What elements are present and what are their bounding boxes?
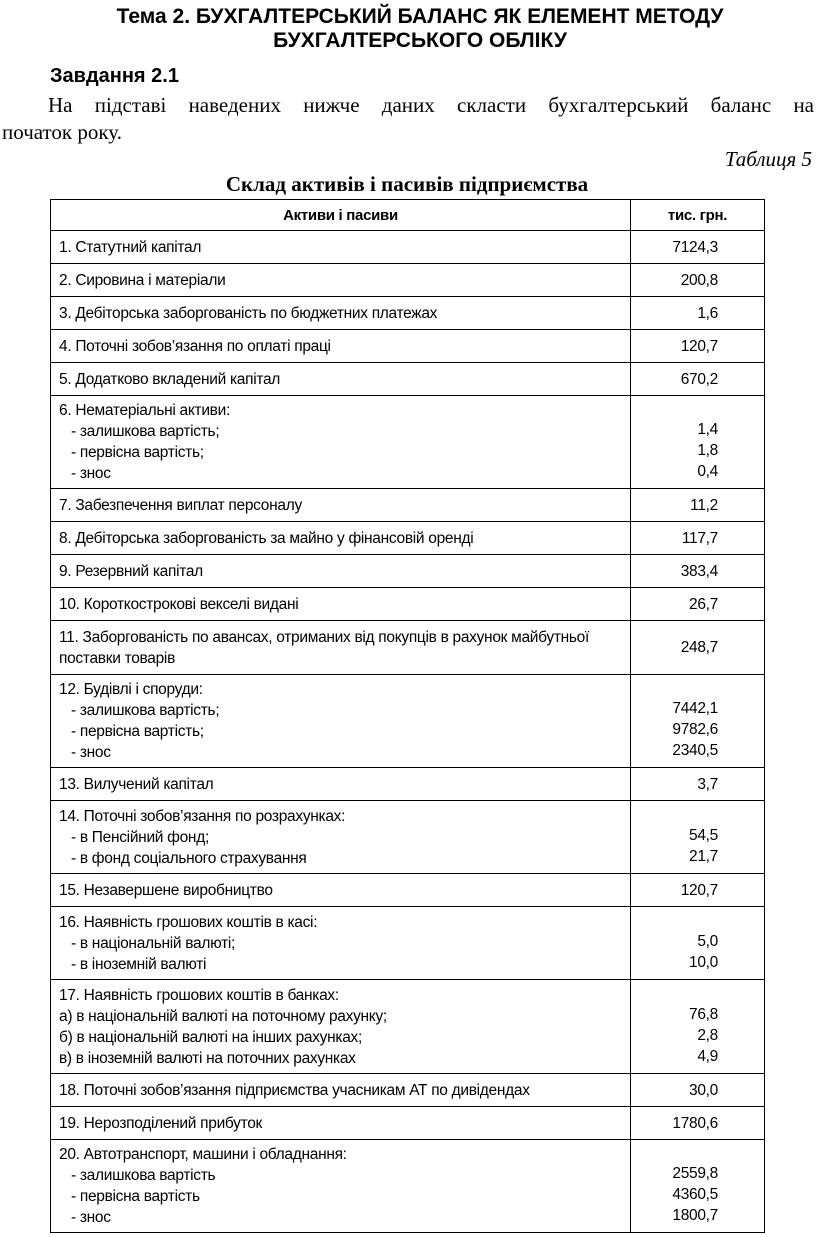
row-item-value (631, 1140, 765, 1233)
row-item-name (51, 1107, 631, 1140)
table-row (51, 297, 765, 330)
row-item-title: 13. Вилучений капітал (59, 775, 214, 793)
row-item-title: 1. Статутний капітал (59, 238, 202, 256)
row-item-title: 10. Короткострокові векселі видані (59, 595, 299, 613)
row-item-title: 14. Поточні зобов’язання по розрахунках: (59, 807, 346, 825)
table-body (51, 231, 765, 1233)
row-item-value (631, 801, 765, 874)
row-item-name (51, 1140, 631, 1233)
row-value-text: 200,8 (680, 271, 718, 289)
row-item-title: 15. Незавершене виробництво (59, 881, 273, 899)
row-item-subline: б) в національній валюті на інших рахунках; (59, 1028, 362, 1046)
row-item-title: 6. Нематеріальні активи: (59, 402, 230, 419)
table-row (51, 231, 765, 264)
row-value-text: 1,6 (697, 304, 718, 322)
row-item-value (631, 231, 765, 264)
table-row (51, 907, 765, 980)
row-item-value (631, 489, 765, 522)
row-item-subline: - знос (71, 1209, 111, 1226)
table-row (51, 330, 765, 363)
row-subvalue: 9782,6 (672, 721, 718, 738)
row-item-name (51, 675, 631, 768)
table-row (51, 980, 765, 1074)
table-row (51, 588, 765, 621)
table-row (51, 363, 765, 396)
table-row (51, 801, 765, 874)
row-item-name (51, 396, 631, 489)
table-row (51, 396, 765, 489)
intro-text-line2: початок року. (2, 120, 122, 144)
row-subvalue: 1800,7 (672, 1207, 718, 1224)
row-item-value (631, 396, 765, 489)
row-item-name (51, 363, 631, 396)
row-item-name (51, 297, 631, 330)
row-subvalue: 4,9 (697, 1048, 718, 1065)
row-item-subline: - залишкова вартість (71, 1167, 216, 1184)
row-item-subline: - в фонд соціального страхування (71, 849, 307, 867)
row-subvalue: 2,8 (697, 1027, 718, 1044)
row-item-title: 9. Резервний капітал (59, 562, 203, 580)
row-item-name (51, 621, 631, 675)
table-row (51, 675, 765, 768)
row-subvalue: 10,0 (689, 954, 718, 971)
row-value-text: 383,4 (680, 562, 718, 580)
table-row (51, 621, 765, 675)
row-item-name (51, 768, 631, 801)
task-heading: Завдання 2.1 (50, 65, 179, 87)
table-row (51, 1140, 765, 1233)
table-number-label: Таблиця 5 (724, 147, 812, 171)
row-item-name (51, 907, 631, 980)
row-item-subline: - в Пенсійний фонд; (71, 828, 209, 846)
row-item-value (631, 1074, 765, 1107)
table-row (51, 555, 765, 588)
table-row (51, 1107, 765, 1140)
row-value-text: 3,7 (697, 775, 718, 793)
row-value-text: 117,7 (681, 529, 718, 547)
row-item-value (631, 330, 765, 363)
row-item-title: 7. Забезпечення виплат персоналу (59, 496, 302, 514)
row-item-value (631, 363, 765, 396)
row-subvalue: 76,8 (689, 1006, 718, 1023)
topic-title-line2: БУХГАЛТЕРСЬКОГО ОБЛІКУ (273, 29, 567, 52)
column-header-unit: тис. грн. (631, 200, 765, 231)
row-value-text: 26,7 (689, 595, 718, 613)
row-item-title: 2. Сировина і матеріали (59, 271, 226, 289)
row-item-title: 16. Наявність грошових коштів в касі: (59, 913, 318, 931)
table-caption: Склад активів і пасивів підприємства (225, 172, 589, 196)
row-item-subline: - в національній валюті; (71, 934, 236, 952)
row-item-subline: поставки товарів (59, 649, 176, 667)
row-value-text: 120,7 (680, 337, 718, 355)
column-header-items: Активи і пасиви (51, 200, 631, 231)
table-row (51, 1074, 765, 1107)
row-item-name (51, 330, 631, 363)
row-item-value (631, 675, 765, 768)
row-item-name (51, 1074, 631, 1107)
row-item-value (631, 621, 765, 675)
row-item-value (631, 297, 765, 330)
row-value-text: 670,2 (680, 370, 718, 388)
row-item-title: 4. Поточні зобов’язання по оплаті праці (59, 337, 331, 355)
row-item-title: 19. Нерозподілений прибуток (59, 1114, 263, 1132)
row-item-value (631, 874, 765, 907)
row-item-subline: - залишкова вартість; (71, 423, 220, 440)
row-item-name (51, 555, 631, 588)
row-item-name (51, 522, 631, 555)
row-subvalue: 7442,1 (672, 700, 718, 717)
row-item-subline: - первісна вартість (71, 1188, 200, 1205)
row-item-name (51, 980, 631, 1074)
row-item-value (631, 522, 765, 555)
row-item-title: 8. Дебіторська заборгованість за майно у фінансовій оренді (59, 529, 474, 547)
row-item-subline: - первісна вартість; (71, 444, 204, 461)
row-item-subline: - знос (71, 744, 111, 761)
assets-liabilities-table (50, 199, 765, 1233)
row-item-value (631, 1107, 765, 1140)
row-item-title: 12. Будівлі і споруди: (59, 681, 203, 698)
row-item-subline: - в іноземній валюті (71, 955, 207, 973)
table-row (51, 768, 765, 801)
row-item-title: 3. Дебіторська заборгованість по бюджетних платежах (59, 304, 438, 322)
row-item-subline: а) в національній валюті на поточному рахунку; (59, 1007, 387, 1025)
row-item-subline: - первісна вартість; (71, 723, 204, 740)
table-header-row (51, 200, 765, 231)
row-value-text: 11,2 (690, 496, 718, 514)
row-item-name (51, 231, 631, 264)
row-subvalue: 0,4 (697, 463, 718, 480)
row-item-value (631, 980, 765, 1074)
table-row (51, 489, 765, 522)
row-item-title: 17. Наявність грошових коштів в банках: (59, 986, 339, 1004)
row-item-value (631, 555, 765, 588)
row-subvalue: 1,4 (697, 421, 718, 438)
row-subvalue: 54,5 (689, 827, 718, 844)
row-value-text: 30,0 (689, 1081, 718, 1099)
row-item-subline: - залишкова вартість; (71, 702, 220, 719)
row-item-title: 5. Додатково вкладений капітал (59, 370, 281, 388)
row-value-text: 1780,6 (672, 1114, 718, 1132)
row-subvalue: 2559,8 (672, 1165, 718, 1182)
row-item-title: 18. Поточні зобов’язання підприємства учасникам АТ по дивідендах (59, 1081, 530, 1099)
row-subvalue: 2340,5 (672, 742, 718, 759)
row-item-subline: - знос (71, 465, 111, 482)
table-row (51, 264, 765, 297)
row-subvalue: 1,8 (697, 442, 718, 459)
row-item-value (631, 264, 765, 297)
intro-text-line1: На підставі наведених нижче даних скласти бухгалтерський баланс на (48, 93, 814, 117)
row-item-title: 20. Автотранспорт, машини і обладнання: (59, 1146, 347, 1163)
table-row (51, 874, 765, 907)
topic-title-line1: Тема 2. БУХГАЛТЕРСЬКИЙ БАЛАНС ЯК ЕЛЕМЕНТ МЕТОДУ (116, 5, 724, 28)
row-item-title: 11. Заборгованість по авансах, отриманих від покупців в рахунок майбутньої (59, 628, 590, 646)
row-subvalue: 5,0 (697, 933, 718, 950)
row-item-value (631, 907, 765, 980)
row-subvalue: 4360,5 (672, 1186, 718, 1203)
row-value-text: 248,7 (680, 639, 718, 656)
row-value-text: 120,7 (680, 881, 718, 899)
row-item-name (51, 489, 631, 522)
row-item-name (51, 801, 631, 874)
row-item-value (631, 768, 765, 801)
row-item-name (51, 874, 631, 907)
row-item-name (51, 264, 631, 297)
row-subvalue: 21,7 (689, 848, 718, 865)
row-item-subline: в) в іноземній валюті на поточних рахунках (59, 1049, 356, 1067)
row-item-name (51, 588, 631, 621)
row-value-text: 7124,3 (672, 238, 718, 256)
row-item-value (631, 588, 765, 621)
table-row (51, 522, 765, 555)
